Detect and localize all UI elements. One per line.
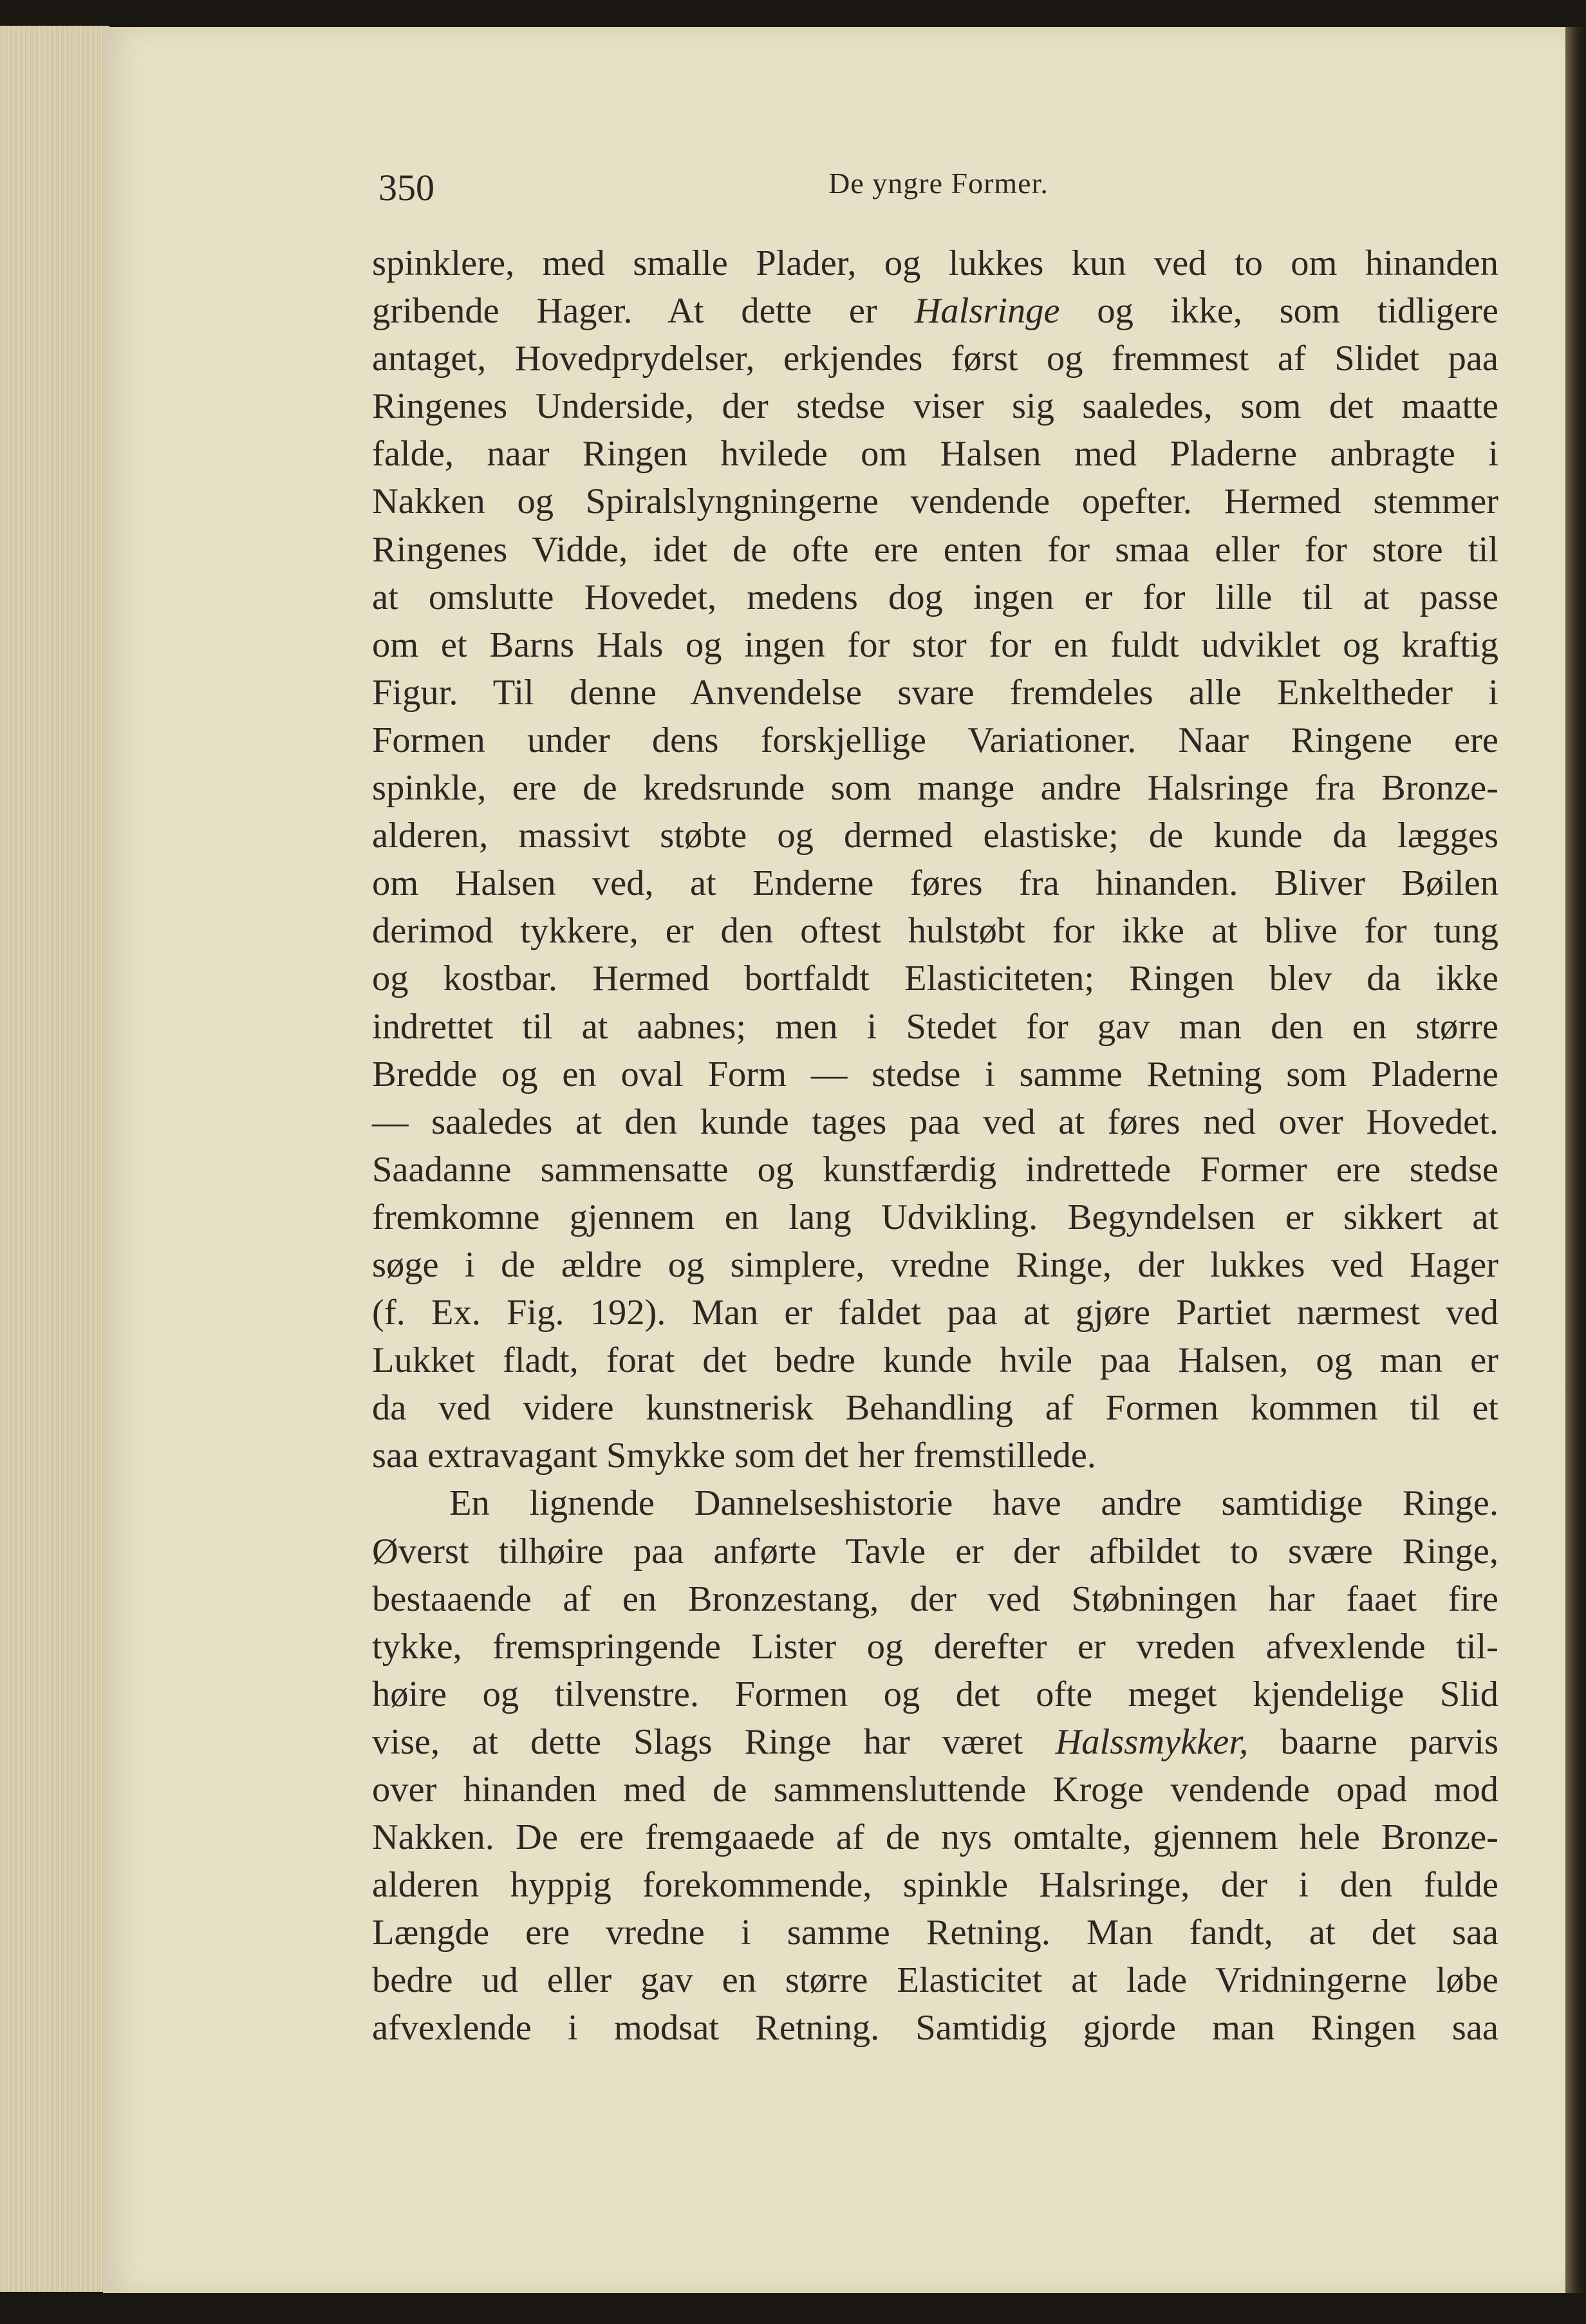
text-line: da ved videre kunstnerisk Behandling af Formen kommen til et bbox=[372, 1388, 1498, 1429]
text-line: bestaaende af en Bronzestang, der ved Støbningen har faaet fire bbox=[372, 1579, 1498, 1619]
text-line: over hinanden med de sammensluttende Kroge vendende opad mod bbox=[372, 1770, 1498, 1810]
text-line: Ringenes Vidde, idet de ofte ere enten for smaa eller for store til bbox=[372, 529, 1498, 570]
text-line: om et Barns Hals og ingen for stor for en fuldt udviklet og kraftig bbox=[372, 624, 1498, 665]
page-gutter-shadow bbox=[1565, 27, 1586, 2293]
text-line: (f. Ex. Fig. 192). Man er faldet paa at gjøre Partiet nærmest ved bbox=[372, 1293, 1498, 1333]
text-line: Formen under dens forskjellige Variationer. Naar Ringene ere bbox=[372, 720, 1498, 760]
page-header bbox=[378, 160, 1498, 211]
text-line: derimod tykkere, er den oftest hulstøbt for ikke at blive for tung bbox=[372, 911, 1498, 951]
text-line: Øverst tilhøire paa anførte Tavle er der afbildet to svære Ringe, bbox=[372, 1531, 1498, 1571]
italic-term: Halssmykker, bbox=[1055, 1721, 1249, 1762]
text-line: alderen hyppig forekommende, spinkle Halsringe, der i den fulde bbox=[372, 1865, 1498, 1906]
text-line: Figur. Til denne Anvendelse svare fremdeles alle Enkeltheder i bbox=[372, 672, 1498, 713]
text-line: gribende Hager. At dette er Halsringe og ikke, som tidligere bbox=[372, 291, 1498, 332]
paragraph-start-line: En lignende Dannelseshistorie have andre samtidige Ringe. bbox=[449, 1483, 1498, 1524]
text-line: at omslutte Hovedet, medens dog ingen er for lille til at passe bbox=[372, 577, 1498, 617]
page-block-edges bbox=[0, 26, 109, 2292]
text-line: bedre ud eller gav en større Elasticitet at lade Vridningerne løbe bbox=[372, 1960, 1498, 2001]
text-line: Længde ere vredne i samme Retning. Man fandt, at det saa bbox=[372, 1913, 1498, 1953]
text-line: spinklere, med smalle Plader, og lukkes kun ved to om hinanden bbox=[372, 243, 1498, 283]
text-line: søge i de ældre og simplere, vredne Ringe, der lukkes ved Hager bbox=[372, 1244, 1498, 1285]
page-number: 350 bbox=[378, 167, 434, 209]
running-title: De yngre Former. bbox=[828, 167, 1049, 200]
text-line: spinkle, ere de kredsrunde som mange andre Halsringe fra Bronze- bbox=[372, 768, 1498, 809]
text-line: afvexlende i modsat Retning. Samtidig gjorde man Ringen saa bbox=[372, 2008, 1498, 2048]
text-line: tykke, fremspringende Lister og derefter er vreden afvexlende til- bbox=[372, 1626, 1498, 1667]
text-line: om Halsen ved, at Enderne føres fra hinanden. Bliver Bøilen bbox=[372, 863, 1498, 904]
text-line: vise, at dette Slags Ringe har været Halssmykker, baarne parvis bbox=[372, 1721, 1498, 1762]
text-line: og kostbar. Hermed bortfaldt Elasticiteten; Ringen blev da ikke bbox=[372, 959, 1498, 999]
text-line: Bredde og en oval Form — stedse i samme Retning som Pladerne bbox=[372, 1054, 1498, 1094]
text-line: — saaledes at den kunde tages paa ved at føres ned over Hovedet. bbox=[372, 1101, 1498, 1142]
text-line: antaget, Hovedprydelser, erkjendes først og fremmest af Slidet paa bbox=[372, 339, 1498, 379]
text-line: høire og tilvenstre. Formen og det ofte meget kjendelige Slid bbox=[372, 1674, 1498, 1714]
text-line: falde, naar Ringen hvilede om Halsen med Pladerne anbragte i bbox=[372, 434, 1498, 474]
text-line: fremkomne gjennem en lang Udvikling. Begyndelsen er sikkert at bbox=[372, 1197, 1498, 1237]
body-text bbox=[372, 239, 1498, 2052]
text-line: Ringenes Underside, der stedse viser sig saaledes, som det maatte bbox=[372, 386, 1498, 427]
text-line: Nakken og Spiralslyngningerne vendende opefter. Hermed stemmer bbox=[372, 482, 1498, 522]
text-line: indrettet til at aabnes; men i Stedet for gav man den en større bbox=[372, 1006, 1498, 1047]
text-line: alderen, massivt støbte og dermed elastiske; de kunde da lægges bbox=[372, 816, 1498, 856]
text-line: Saadanne sammensatte og kunstfærdig indrettede Former ere stedse bbox=[372, 1149, 1498, 1190]
text-line: Lukket fladt, forat det bedre kunde hvile paa Halsen, og man er bbox=[372, 1340, 1498, 1381]
text-line: Nakken. De ere fremgaaede af de nys omtalte, gjennem hele Bronze- bbox=[372, 1817, 1498, 1858]
paragraph-end-line: saa extravagant Smykke som det her fremstillede. bbox=[372, 1436, 1096, 1476]
italic-term: Halsringe bbox=[914, 291, 1060, 332]
